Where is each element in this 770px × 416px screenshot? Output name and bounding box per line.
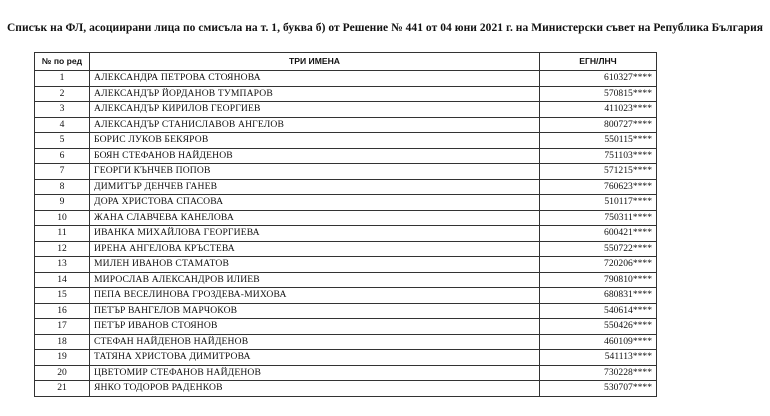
- row-full-name: ТАТЯНА ХРИСТОВА ДИМИТРОВА: [90, 350, 540, 366]
- row-number: 9: [35, 195, 90, 211]
- table-row: [35, 241, 657, 257]
- row-number: 6: [35, 148, 90, 164]
- row-number: 16: [35, 303, 90, 319]
- row-egn: 510117****: [540, 195, 657, 211]
- row-full-name: МИРОСЛАВ АЛЕКСАНДРОВ ИЛИЕВ: [90, 272, 540, 288]
- row-full-name: АЛЕКСАНДЪР ЙОРДАНОВ ТУМПАРОВ: [90, 86, 540, 102]
- table-row: [35, 319, 657, 335]
- row-full-name: ДИМИТЪР ДЕНЧЕВ ГАНЕВ: [90, 179, 540, 195]
- table-body: [35, 71, 657, 397]
- row-number: 17: [35, 319, 90, 335]
- row-full-name: ГЕОРГИ КЪНЧЕВ ПОПОВ: [90, 164, 540, 180]
- row-full-name: ДОРА ХРИСТОВА СПАСОВА: [90, 195, 540, 211]
- table-row: [35, 164, 657, 180]
- row-full-name: ПЕТЪР ВАНГЕЛОВ МАРЧОКОВ: [90, 303, 540, 319]
- row-number: 11: [35, 226, 90, 242]
- row-full-name: ЦВЕТОМИР СТЕФАНОВ НАЙДЕНОВ: [90, 365, 540, 381]
- row-full-name: ПЕТЪР ИВАНОВ СТОЯНОВ: [90, 319, 540, 335]
- row-number: 4: [35, 117, 90, 133]
- row-number: 13: [35, 257, 90, 273]
- row-full-name: АЛЕКСАНДРА ПЕТРОВА СТОЯНОВА: [90, 71, 540, 87]
- row-egn: 730228****: [540, 365, 657, 381]
- row-number: 14: [35, 272, 90, 288]
- row-number: 10: [35, 210, 90, 226]
- row-full-name: ЯНКО ТОДОРОВ РАДЕНКОВ: [90, 381, 540, 397]
- row-egn: 720206****: [540, 257, 657, 273]
- table-row: [35, 257, 657, 273]
- row-full-name: ИВАНКА МИХАЙЛОВА ГЕОРГИЕВА: [90, 226, 540, 242]
- row-number: 1: [35, 71, 90, 87]
- row-number: 20: [35, 365, 90, 381]
- document-title: Списък на ФЛ, асоциирани лица по смисъла на т. 1, буква б) от Решение № 441 от 04 юни 2021 г. на Министерски съвет на Република България: [6, 22, 764, 34]
- row-number: 18: [35, 334, 90, 350]
- table-row: [35, 179, 657, 195]
- row-egn: 680831****: [540, 288, 657, 304]
- table-row: [35, 195, 657, 211]
- row-egn: 541113****: [540, 350, 657, 366]
- row-number: 5: [35, 133, 90, 149]
- table-row: [35, 86, 657, 102]
- table-row: [35, 303, 657, 319]
- row-egn: 751103****: [540, 148, 657, 164]
- table-row: [35, 133, 657, 149]
- row-egn: 460109****: [540, 334, 657, 350]
- row-number: 7: [35, 164, 90, 180]
- row-full-name: АЛЕКСАНДЪР СТАНИСЛАВОВ АНГЕЛОВ: [90, 117, 540, 133]
- row-egn: 530707****: [540, 381, 657, 397]
- row-egn: 550426****: [540, 319, 657, 335]
- row-full-name: ЖАНА СЛАВЧЕВА КАНЕЛОВА: [90, 210, 540, 226]
- row-full-name: ПЕПА ВЕСЕЛИНОВА ГРОЗДЕВА-МИХОВА: [90, 288, 540, 304]
- row-egn: 550722****: [540, 241, 657, 257]
- table-row: [35, 226, 657, 242]
- row-number: 3: [35, 102, 90, 118]
- table-row: [35, 148, 657, 164]
- table-row: [35, 365, 657, 381]
- row-number: 21: [35, 381, 90, 397]
- header-name: ТРИ ИМЕНА: [90, 53, 540, 71]
- table-row: [35, 71, 657, 87]
- row-egn: 790810****: [540, 272, 657, 288]
- row-egn: 600421****: [540, 226, 657, 242]
- row-egn: 411023****: [540, 102, 657, 118]
- persons-table: [34, 52, 657, 397]
- row-full-name: СТЕФАН НАЙДЕНОВ НАЙДЕНОВ: [90, 334, 540, 350]
- row-egn: 800727****: [540, 117, 657, 133]
- row-full-name: ИРЕНА АНГЕЛОВА КРЪСТЕВА: [90, 241, 540, 257]
- table-row: [35, 117, 657, 133]
- table-row: [35, 288, 657, 304]
- row-number: 15: [35, 288, 90, 304]
- table-row: [35, 350, 657, 366]
- row-full-name: МИЛЕН ИВАНОВ СТАМАТОВ: [90, 257, 540, 273]
- header-id: ЕГН/ЛНЧ: [540, 53, 657, 71]
- row-egn: 610327****: [540, 71, 657, 87]
- row-full-name: БОЯН СТЕФАНОВ НАЙДЕНОВ: [90, 148, 540, 164]
- table-row: [35, 272, 657, 288]
- table-header-row: [35, 53, 657, 71]
- row-egn: 750311****: [540, 210, 657, 226]
- header-number: № по ред: [35, 53, 90, 71]
- row-number: 8: [35, 179, 90, 195]
- row-egn: 571215****: [540, 164, 657, 180]
- table-row: [35, 210, 657, 226]
- row-full-name: АЛЕКСАНДЪР КИРИЛОВ ГЕОРГИЕВ: [90, 102, 540, 118]
- row-egn: 550115****: [540, 133, 657, 149]
- row-number: 19: [35, 350, 90, 366]
- table-row: [35, 334, 657, 350]
- row-egn: 540614****: [540, 303, 657, 319]
- row-full-name: БОРИС ЛУКОВ БЕКЯРОВ: [90, 133, 540, 149]
- row-number: 12: [35, 241, 90, 257]
- row-number: 2: [35, 86, 90, 102]
- table-row: [35, 102, 657, 118]
- row-egn: 760623****: [540, 179, 657, 195]
- table-row: [35, 381, 657, 397]
- row-egn: 570815****: [540, 86, 657, 102]
